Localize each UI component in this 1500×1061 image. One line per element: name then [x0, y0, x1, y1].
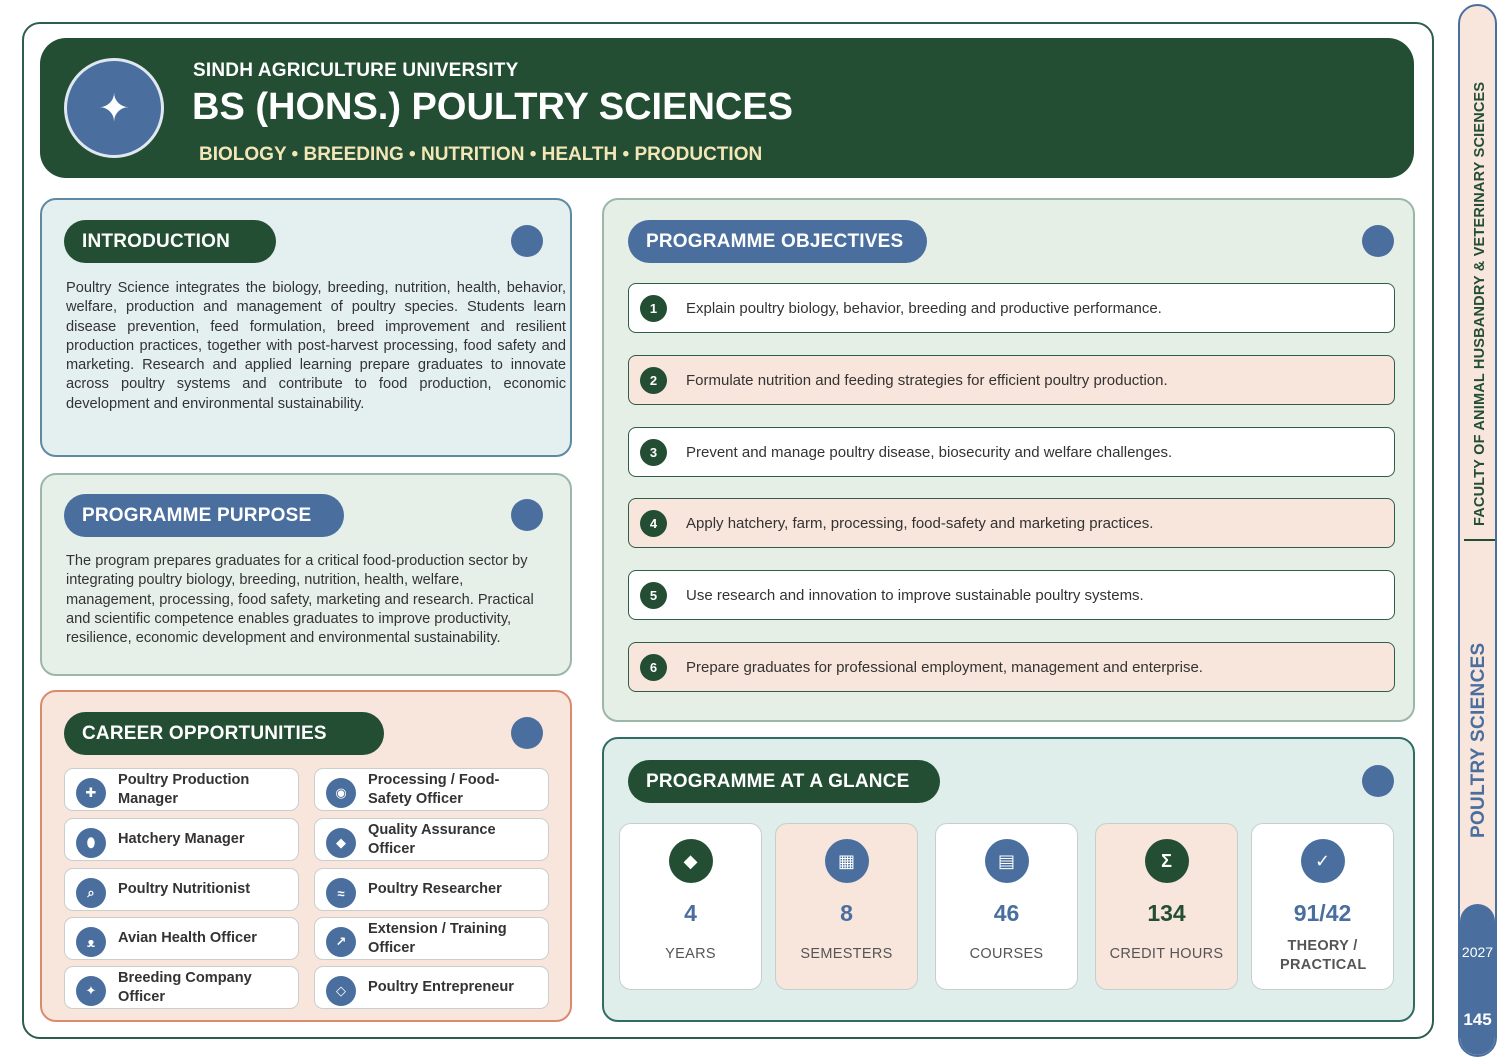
career-item: [64, 868, 299, 911]
objective-item: [628, 427, 1395, 477]
decorative-dot-icon: [511, 225, 543, 257]
objective-item: [628, 642, 1395, 692]
header-banner: [40, 38, 1414, 178]
diamond-outline-icon: ◇: [326, 976, 356, 1006]
sparkle-icon: ✦: [98, 87, 130, 130]
career-item-label: Extension / Training Officer: [368, 920, 507, 956]
career-item-label: Poultry Production Manager: [118, 771, 250, 807]
objectives-panel: [602, 198, 1415, 722]
career-item-label: Quality Assurance Officer: [368, 821, 496, 857]
career-item: [314, 768, 549, 811]
objective-number: 3: [640, 439, 667, 466]
stat-label: CREDIT HOURS: [1109, 946, 1224, 962]
career-item: [64, 818, 299, 861]
career-item-label: Processing / Food-Safety Officer: [368, 771, 500, 807]
career-item: [314, 917, 549, 960]
search-icon: ⌕: [76, 878, 106, 908]
stat-label: COURSES: [969, 946, 1044, 962]
career-item-label: Poultry Nutritionist: [118, 881, 251, 897]
stat-value: 91/42: [1293, 900, 1352, 926]
career-panel: [40, 690, 572, 1022]
purpose-heading: PROGRAMME PURPOSE: [64, 494, 344, 537]
sidebar-tab: [1458, 4, 1497, 1057]
egg-icon: ⬮: [76, 828, 106, 858]
objective-number: 6: [640, 654, 667, 681]
objective-number: 2: [640, 367, 667, 394]
objective-item: [628, 570, 1395, 620]
stat-card-semesters: [775, 823, 918, 990]
objective-text: Explain poultry biology, behavior, breeding and productive performance.: [686, 299, 1162, 317]
stat-value: 4: [684, 900, 697, 926]
diamond-icon: ◆: [669, 839, 713, 883]
plus-icon: ✚: [76, 778, 106, 808]
career-item: [314, 818, 549, 861]
objective-text: Prevent and manage poultry disease, biosecurity and welfare challenges.: [686, 443, 1173, 461]
career-item: [314, 966, 549, 1009]
objective-text: Apply hatchery, farm, processing, food-safety and marketing practices.: [686, 514, 1154, 532]
stat-value: 46: [993, 900, 1020, 926]
decorative-dot-icon: [1362, 765, 1394, 797]
stat-card-credit-hours: [1095, 823, 1238, 990]
glance-panel: [602, 737, 1415, 1022]
university-name: SINDH AGRICULTURE UNIVERSITY: [193, 60, 519, 81]
glance-heading: PROGRAMME AT A GLANCE: [628, 760, 940, 803]
objective-item: [628, 283, 1395, 333]
career-item: [64, 768, 299, 811]
arrow-up-right-icon: ↗: [326, 927, 356, 957]
faculty-name: FACULTY OF ANIMAL HUSBANDRY & VETERINARY SCIENCES: [1472, 81, 1488, 526]
stat-card-years: [619, 823, 762, 990]
stat-label: THEORY / PRACTICAL: [1280, 938, 1367, 973]
sparkle-icon: ✦: [76, 976, 106, 1006]
university-logo: [64, 58, 164, 158]
career-item-label: Poultry Researcher: [368, 881, 502, 897]
introduction-text: Poultry Science integrates the biology, breeding, nutrition, health, behavior, welfare, production and management of poultry species. Students learn disease prevention, feed formulation, breed improvement and resilient production practices, together with post-harvest processing, food safety and marketing. Research and applied learning prepare graduates to innovate across poultry systems and contribute to food production, economic development and environmental sustainability.: [66, 280, 566, 412]
objective-item: [628, 355, 1395, 405]
bird-icon: ᴥ: [76, 927, 106, 957]
career-heading: CAREER OPPORTUNITIES: [64, 712, 384, 755]
purpose-text: The program prepares graduates for a critical food-production sector by integrating poultry biology, breeding, nutrition, health, welfare, management, processing, food safety, marketing and research. Practical and scientific competence enables graduates to improve productivity, resilience, economic development and environmental sustainability.: [66, 553, 534, 647]
career-item-label: Breeding Company Officer: [118, 969, 252, 1005]
decorative-dot-icon: [511, 499, 543, 531]
divider: [1464, 539, 1495, 541]
target-icon: ◉: [326, 778, 356, 808]
career-item-label: Hatchery Manager: [118, 831, 245, 847]
objectives-heading: PROGRAMME OBJECTIVES: [628, 220, 927, 263]
career-item: [64, 917, 299, 960]
purpose-panel: [40, 473, 572, 676]
objective-number: 5: [640, 582, 667, 609]
objective-text: Formulate nutrition and feeding strategies for efficient poultry production.: [686, 371, 1168, 389]
career-item: [314, 868, 549, 911]
year-label: 2027: [1461, 944, 1494, 960]
tagline: BIOLOGY • BREEDING • NUTRITION • HEALTH • PRODUCTION: [199, 144, 763, 165]
calendar-icon: ▦: [825, 839, 869, 883]
career-item: [64, 966, 299, 1009]
career-item-label: Poultry Entrepreneur: [368, 979, 514, 995]
wave-icon: ≈: [326, 878, 356, 908]
objective-number: 1: [640, 295, 667, 322]
stat-card-courses: [935, 823, 1078, 990]
page-title: BS (HONS.) POULTRY SCIENCES: [192, 86, 794, 128]
decorative-dot-icon: [1362, 225, 1394, 257]
sigma-icon: Σ: [1145, 839, 1189, 883]
page-number: 145: [1463, 1010, 1492, 1029]
stat-value: 8: [840, 900, 853, 926]
objective-number: 4: [640, 510, 667, 537]
introduction-heading: INTRODUCTION: [64, 220, 276, 263]
decorative-dot-icon: [511, 717, 543, 749]
objective-text: Use research and innovation to improve sustainable poultry systems.: [686, 586, 1144, 604]
stat-value: 134: [1147, 900, 1186, 926]
page-number-box: [1460, 904, 1495, 1055]
introduction-panel: [40, 198, 572, 457]
diamond-icon: ◆: [326, 828, 356, 858]
objective-item: [628, 498, 1395, 548]
document-icon: ▤: [985, 839, 1029, 883]
career-item-label: Avian Health Officer: [118, 930, 257, 946]
stat-card-theory-practical: [1251, 823, 1394, 990]
stat-label: YEARS: [665, 946, 716, 962]
objective-text: Prepare graduates for professional employment, management and enterprise.: [686, 658, 1203, 676]
check-icon: ✓: [1301, 839, 1345, 883]
stat-label: SEMESTERS: [800, 946, 893, 962]
programme-name: POULTRY SCIENCES: [1468, 642, 1489, 838]
